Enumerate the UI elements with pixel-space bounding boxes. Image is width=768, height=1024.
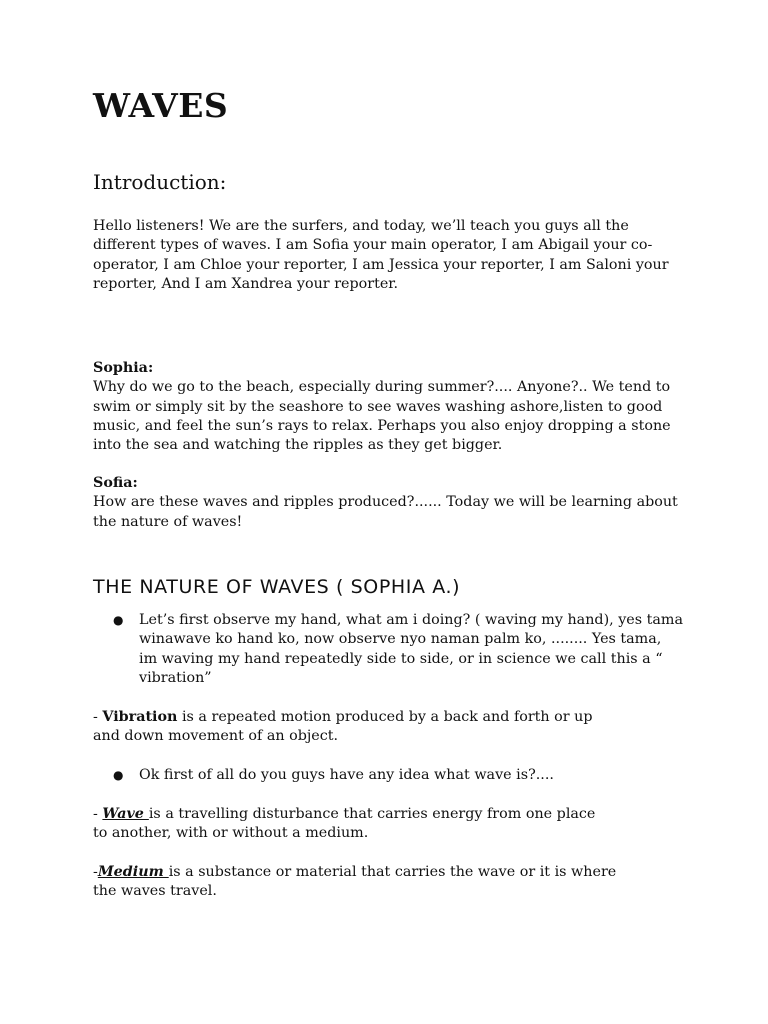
definition-text: is a repeated motion produced by a back and forth or up and down movement of an object. bbox=[93, 709, 593, 745]
definition-wave bbox=[93, 805, 613, 844]
speaker-label: Sofia: bbox=[93, 475, 138, 491]
speaker-text: How are these waves and ripples produced?...... Today we will be learning about the nature of waves! bbox=[93, 494, 678, 530]
definition-medium bbox=[93, 863, 623, 902]
definition-prefix: - bbox=[93, 806, 103, 822]
bullet-icon: ● bbox=[113, 613, 124, 627]
speaker-block-sofia bbox=[93, 474, 683, 532]
list-item-text: Ok first of all do you guys have any idea what wave is?.... bbox=[139, 767, 554, 783]
intro-paragraph: Hello listeners! We are the surfers, and today, we’ll teach you guys all the different types of waves. I am Sofia your main operator, I am Abigail your co-operator, I am Chloe your reporter, I am Jessica your reporter, I am Saloni your reporter, And I am Xandrea your reporter. bbox=[93, 218, 669, 292]
definition-term: Wave bbox=[102, 806, 149, 822]
definition-text: is a substance or material that carries the wave or it is where the waves travel. bbox=[93, 864, 617, 900]
speaker-text: Why do we go to the beach, especially during summer?.... Anyone?.. We tend to swim or simply sit by the seashore to see waves washing ashore,listen to good music, and feel the sun’s rays to relax. Perhaps you also enjoy dropping a stone into the sea and watching the ripples as they get bigger. bbox=[93, 379, 671, 454]
definition-prefix: - bbox=[93, 864, 98, 880]
section-heading: THE NATURE OF WAVES ( SOPHIA A.) bbox=[93, 576, 461, 598]
list-item-text: Let’s first observe my hand, what am i doing? ( waving my hand), yes tama winawave ko hand ko, now observe nyo naman palm ko, ........ Yes tama, im waving my hand repeatedly side to side, or in science we call this a “ vibration” bbox=[139, 612, 684, 686]
speaker-label: Sophia: bbox=[93, 360, 154, 376]
definition-vibration bbox=[93, 708, 613, 747]
speaker-block-sophia bbox=[93, 359, 683, 455]
definition-text: is a travelling disturbance that carries energy from one place to another, with or without a medium. bbox=[93, 806, 596, 842]
bullet-icon: ● bbox=[113, 768, 124, 782]
definition-prefix: - bbox=[93, 709, 103, 725]
list-item bbox=[113, 611, 683, 688]
intro-heading: Introduction: bbox=[93, 170, 227, 194]
list-item bbox=[113, 766, 683, 785]
page-title: WAVES bbox=[93, 86, 229, 125]
definition-term: Medium bbox=[97, 864, 169, 880]
definition-term: Vibration bbox=[102, 709, 178, 725]
